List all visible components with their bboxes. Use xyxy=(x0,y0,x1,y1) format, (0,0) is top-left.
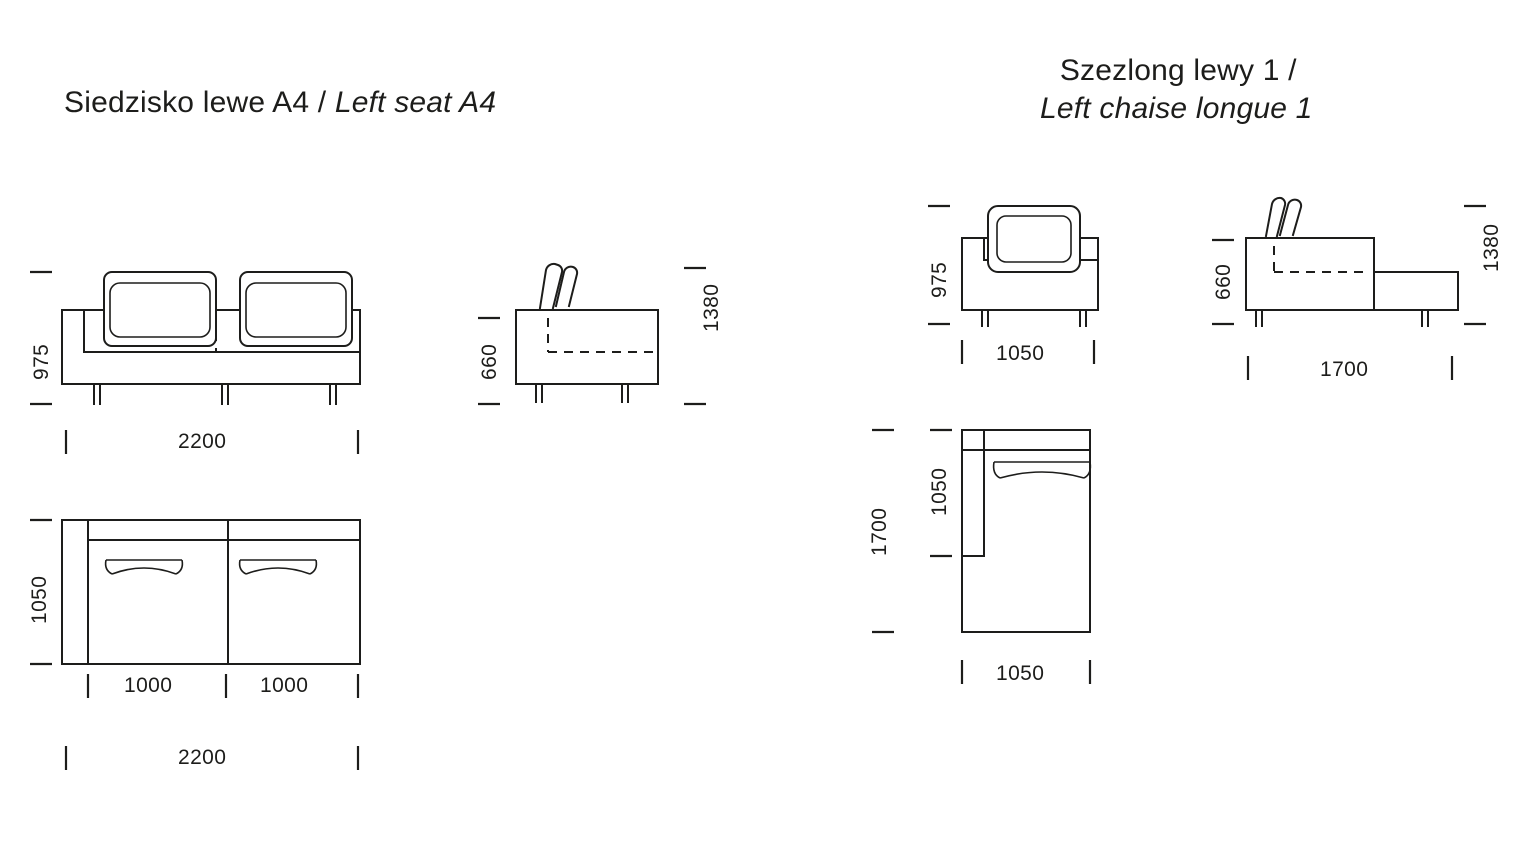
dim-right-front-height-975: 975 xyxy=(928,261,951,298)
left-seat-side-view xyxy=(478,264,706,404)
dim-right-top-seat-1050: 1050 xyxy=(928,467,951,516)
left-seat-top-view xyxy=(30,520,360,770)
dim-right-top-width-1050: 1050 xyxy=(996,662,1045,685)
left-chaise-side-view xyxy=(1212,198,1486,380)
panel-title-left-seat xyxy=(64,84,496,122)
left-chaise-top-view xyxy=(872,430,1090,684)
dim-left-top-seat2-1000: 1000 xyxy=(260,674,309,697)
title-right-line-pl: Szezlong lewy 1 / xyxy=(1059,54,1297,87)
panel-title-left-chaise xyxy=(1040,52,1313,129)
dim-left-top-width-2200: 2200 xyxy=(178,746,227,769)
title-left-line-pl: Siedzisko lewe A4 / xyxy=(64,86,327,119)
dim-right-side-total-1380: 1380 xyxy=(1480,223,1503,272)
left-seat-front-view xyxy=(30,272,360,454)
dim-left-front-width-2200: 2200 xyxy=(178,430,227,453)
title-right-line-en: Left chaise longue 1 xyxy=(1040,92,1313,126)
dim-left-side-total-1380: 1380 xyxy=(700,283,723,332)
dim-right-front-width-1050: 1050 xyxy=(996,342,1045,365)
dim-right-top-length-1700: 1700 xyxy=(868,507,891,556)
title-left-line-en: Left seat A4 xyxy=(334,86,497,119)
dim-left-side-seat-660: 660 xyxy=(478,343,501,380)
dim-left-top-seat1-1000: 1000 xyxy=(124,674,173,697)
dim-left-top-depth-1050: 1050 xyxy=(28,575,51,624)
dim-right-side-seat-660: 660 xyxy=(1212,263,1235,300)
dim-right-side-length-1700: 1700 xyxy=(1320,358,1369,381)
dim-left-front-height-975: 975 xyxy=(30,343,53,380)
left-chaise-front-view xyxy=(928,206,1098,364)
